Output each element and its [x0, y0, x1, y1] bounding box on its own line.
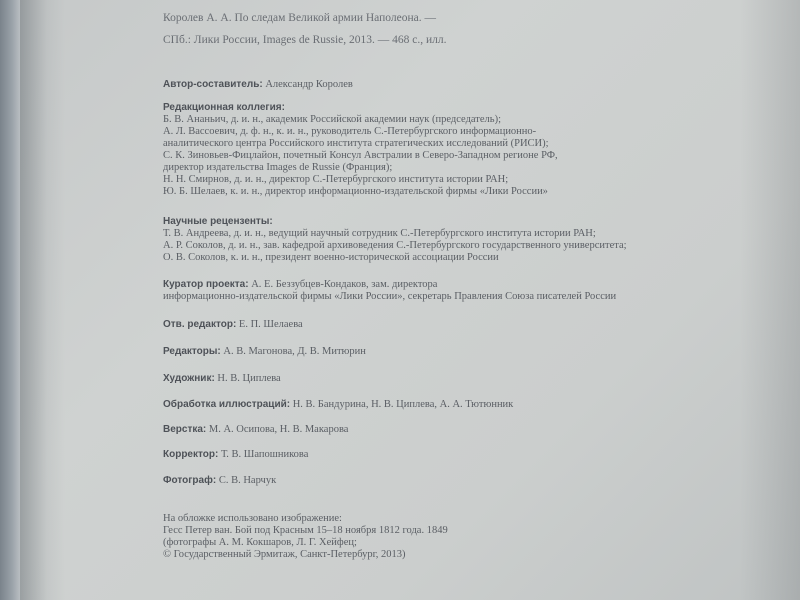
- reviewer-line: О. В. Соколов, к. и. н., президент военно-исторической ассоциации России: [163, 252, 499, 263]
- reviewers-block: [163, 216, 627, 264]
- credit-value: С. В. Нарчук: [216, 475, 277, 486]
- compiler-label: Автор-составитель:: [163, 79, 263, 90]
- credit-row-photographer: [163, 475, 276, 486]
- gutter-shadow: [20, 0, 65, 600]
- credit-value: Е. П. Шелаева: [236, 319, 303, 330]
- citation-line-1: Королев А. А. По следам Великой армии Наполеона. —: [163, 12, 436, 24]
- credit-row-executive-editor: [163, 319, 303, 330]
- cover-note-line: © Государственный Эрмитаж, Санкт-Петербург, 2013): [163, 549, 406, 560]
- citation-block: [163, 10, 446, 48]
- curator-block: [163, 279, 616, 303]
- curator-label: Куратор проекта:: [163, 279, 249, 290]
- credit-value: М. А. Осипова, Н. В. Макарова: [206, 424, 349, 435]
- credit-row-layout: [163, 424, 348, 435]
- credit-value: Т. В. Шапошникова: [218, 449, 309, 460]
- cover-note-line: На обложке использовано изображение:: [163, 513, 342, 524]
- curator-line-2: информационно-издательской фирмы «Лики России», секретарь Правления Союза писателей России: [163, 291, 617, 302]
- credit-row-editors: [163, 346, 366, 357]
- reviewer-line: А. Р. Соколов, д. и. н., зав. кафедрой архивоведения С.-Петербургского государственного университета;: [163, 240, 627, 251]
- cover-note-block: [163, 513, 448, 561]
- credit-label: Верстка:: [163, 424, 207, 435]
- editorial-board-line: Б. В. Ананьич, д. и. н., академик Российской академии наук (председатель);: [163, 114, 501, 125]
- credit-label: Корректор:: [163, 449, 219, 460]
- credit-value: Н. В. Бандурина, Н. В. Циплева, А. А. Тютюнник: [290, 399, 514, 410]
- citation-line-2: СПб.: Лики России, Images de Russie, 2013. — 468 с., илл.: [163, 34, 447, 46]
- credit-label: Отв. редактор:: [163, 319, 237, 330]
- credit-label: Редакторы:: [163, 346, 221, 357]
- credit-label: Художник:: [163, 373, 215, 384]
- editorial-board-block: [163, 102, 558, 198]
- credit-label: Фотограф:: [163, 475, 217, 486]
- editorial-board-line: директор издательства Images de Russie (Франция);: [163, 162, 393, 173]
- editorial-board-line: А. Л. Вассоевич, д. ф. н., к. и. н., руководитель С.-Петербургского информационно-: [163, 126, 537, 137]
- compiler-value: Александр Королев: [262, 79, 353, 90]
- credit-value: Н. В. Циплева: [214, 373, 281, 384]
- editorial-board-line: С. К. Зиновьев-Фицлайон, почетный Консул Австралии в Северо-Западном регионе РФ,: [163, 150, 558, 161]
- book-spine-edge: [0, 0, 20, 600]
- credit-row-illustrations: [163, 399, 513, 410]
- editorial-board-line: аналитического центра Российского института стратегических исследований (РИСИ);: [163, 138, 549, 149]
- cover-note-line: (фотографы А. М. Кокшаров, Л. Г. Хейфец;: [163, 537, 357, 548]
- reviewers-heading: Научные рецензенты:: [163, 216, 273, 227]
- editorial-board-line: Ю. Б. Шелаев, к. и. н., директор информационно-издательской фирмы «Лики России»: [163, 186, 548, 197]
- reviewer-line: Т. В. Андреева, д. и. н., ведущий научный сотрудник С.-Петербургского института истории РАН;: [163, 228, 596, 239]
- credit-label: Обработка иллюстраций:: [163, 399, 291, 410]
- compiler-row: [163, 79, 353, 90]
- credit-row-artist: [163, 373, 281, 384]
- editorial-board-heading: Редакционная коллегия:: [163, 102, 285, 113]
- cover-note-line: Гесс Петер ван. Бой под Красным 15–18 ноября 1812 года. 1849: [163, 525, 448, 536]
- page-edge-shadow: [740, 0, 800, 600]
- credit-value: А. В. Магонова, Д. В. Митюрин: [220, 346, 366, 357]
- credit-row-proofreader: [163, 449, 308, 460]
- editorial-board-line: Н. Н. Смирнов, д. и. н., директор С.-Петербургского института истории РАН;: [163, 174, 509, 185]
- curator-value: А. Е. Беззубцев-Кондаков, зам. директора: [248, 279, 438, 290]
